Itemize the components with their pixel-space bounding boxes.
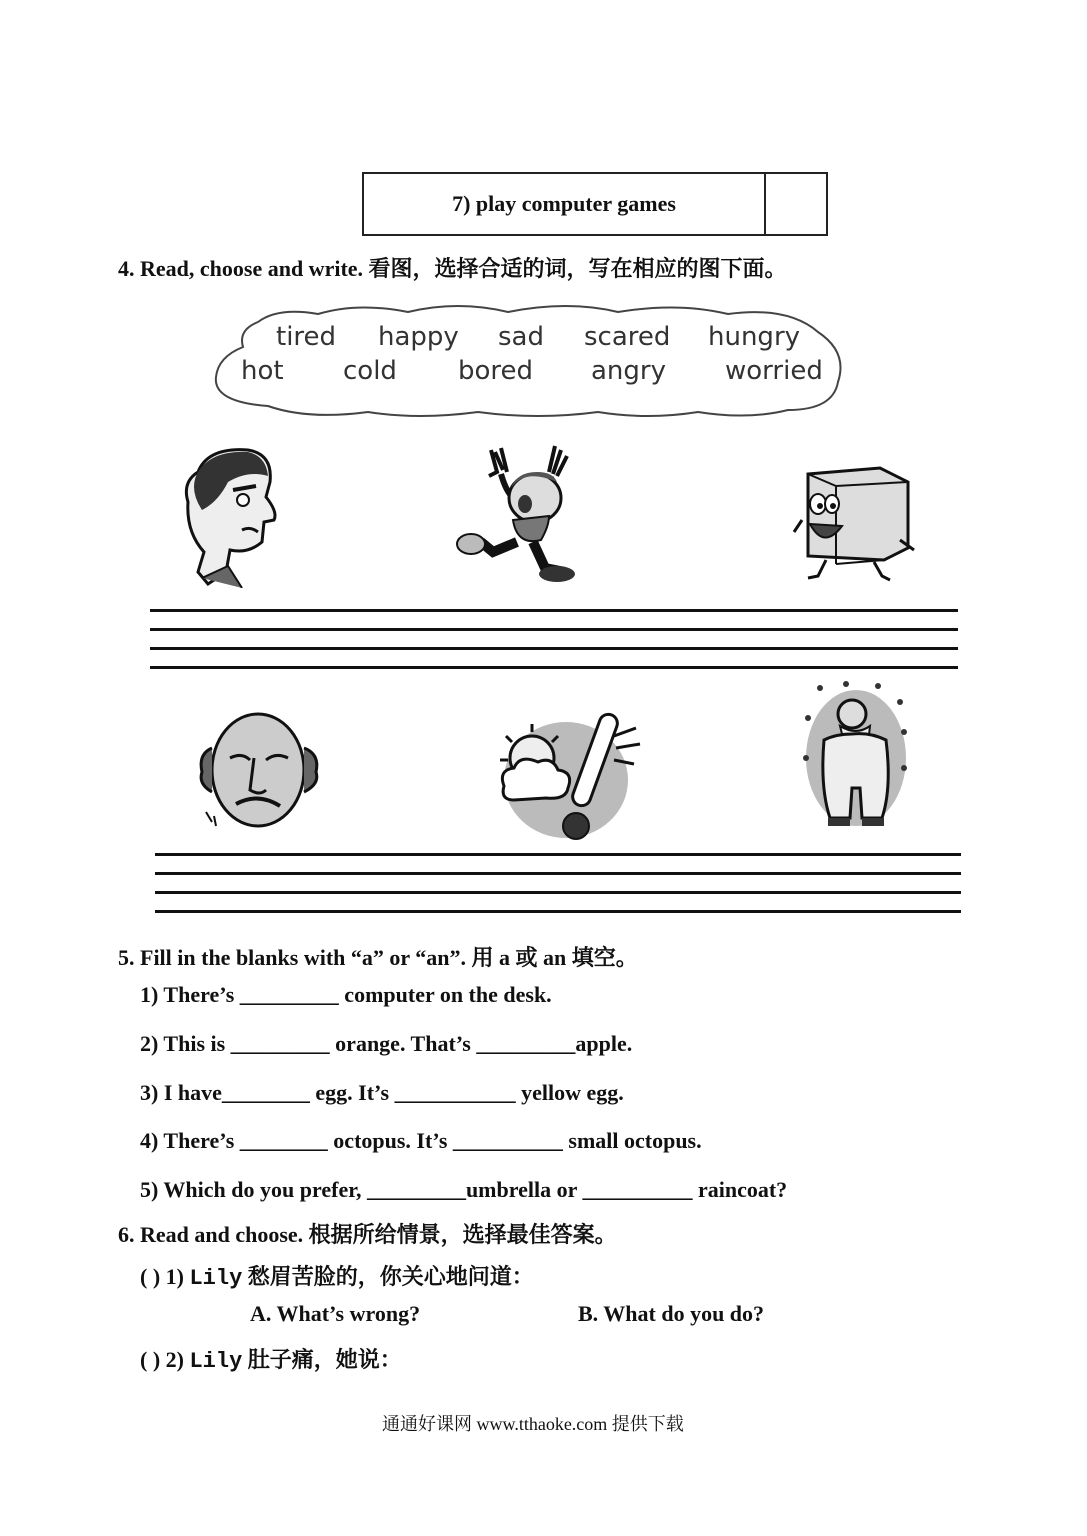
- fill-blank-item-4: 4) There’s ________ octopus. It’s __________ small octopus.: [140, 1128, 702, 1153]
- question-1-text: 愁眉苦脸的，你关心地问道：: [247, 1264, 534, 1289]
- word-hungry: hungry: [708, 322, 801, 352]
- question-2: [140, 1343, 402, 1374]
- angry-man-illustration: [178, 442, 282, 588]
- word-tired: tired: [276, 322, 337, 352]
- happy-box-illustration: [790, 460, 916, 586]
- option-a: A. What’s wrong?: [250, 1301, 421, 1326]
- word-happy: happy: [378, 322, 459, 352]
- word-cold: cold: [343, 356, 397, 386]
- word-worried: worried: [725, 356, 823, 386]
- writing-line: [150, 647, 958, 650]
- word-hot: hot: [241, 356, 284, 386]
- writing-line: [150, 609, 958, 612]
- fill-blank-item-1: 1) There’s _________ computer on the desk.: [140, 982, 552, 1007]
- question-1: [140, 1260, 534, 1291]
- writing-line: [155, 853, 961, 856]
- name-lily: Lily: [189, 1349, 243, 1374]
- writing-line: [150, 628, 958, 631]
- table-item-text: 7) play computer games: [452, 191, 676, 216]
- section-6-heading: 6. Read and choose. 根据所给情景，选择最佳答案。: [118, 1222, 617, 1247]
- writing-line: [155, 891, 961, 894]
- table-divider: [764, 174, 766, 234]
- word-sad: sad: [498, 322, 544, 352]
- page-footer: 通通好课网 www.tthaoke.com 提供下载: [382, 1414, 684, 1434]
- section-4-heading: 4. Read, choose and write. 看图，选择合适的词，写在相应的图下面。: [118, 256, 787, 281]
- answer-paren: ( ) 1): [140, 1264, 184, 1289]
- word-scared: scared: [584, 322, 671, 352]
- writing-line: [150, 666, 958, 669]
- fill-blank-item-2: 2) This is _________ orange. That’s _________apple.: [140, 1031, 633, 1056]
- answer-table-row: [362, 172, 828, 236]
- section-5-heading: 5. Fill in the blanks with “a” or “an”. 用 a 或 an 填空。: [118, 945, 638, 970]
- fill-blank-item-3: 3) I have________ egg. It’s ___________ yellow egg.: [140, 1080, 624, 1105]
- fill-blank-item-5: 5) Which do you prefer, _________umbrella or __________ raincoat?: [140, 1177, 788, 1202]
- worried-man-illustration: [194, 708, 324, 832]
- answer-paren: ( ) 2): [140, 1347, 184, 1372]
- hot-weather-illustration: [496, 708, 642, 846]
- word-angry: angry: [591, 356, 666, 386]
- scared-boy-illustration: [453, 442, 581, 586]
- question-2-text: 肚子痛，她说：: [247, 1347, 402, 1372]
- option-b: B. What do you do?: [578, 1301, 765, 1326]
- name-lily: Lily: [189, 1266, 243, 1291]
- writing-line: [155, 872, 961, 875]
- cold-man-illustration: [800, 678, 912, 832]
- writing-line: [155, 910, 961, 913]
- word-bored: bored: [458, 356, 534, 386]
